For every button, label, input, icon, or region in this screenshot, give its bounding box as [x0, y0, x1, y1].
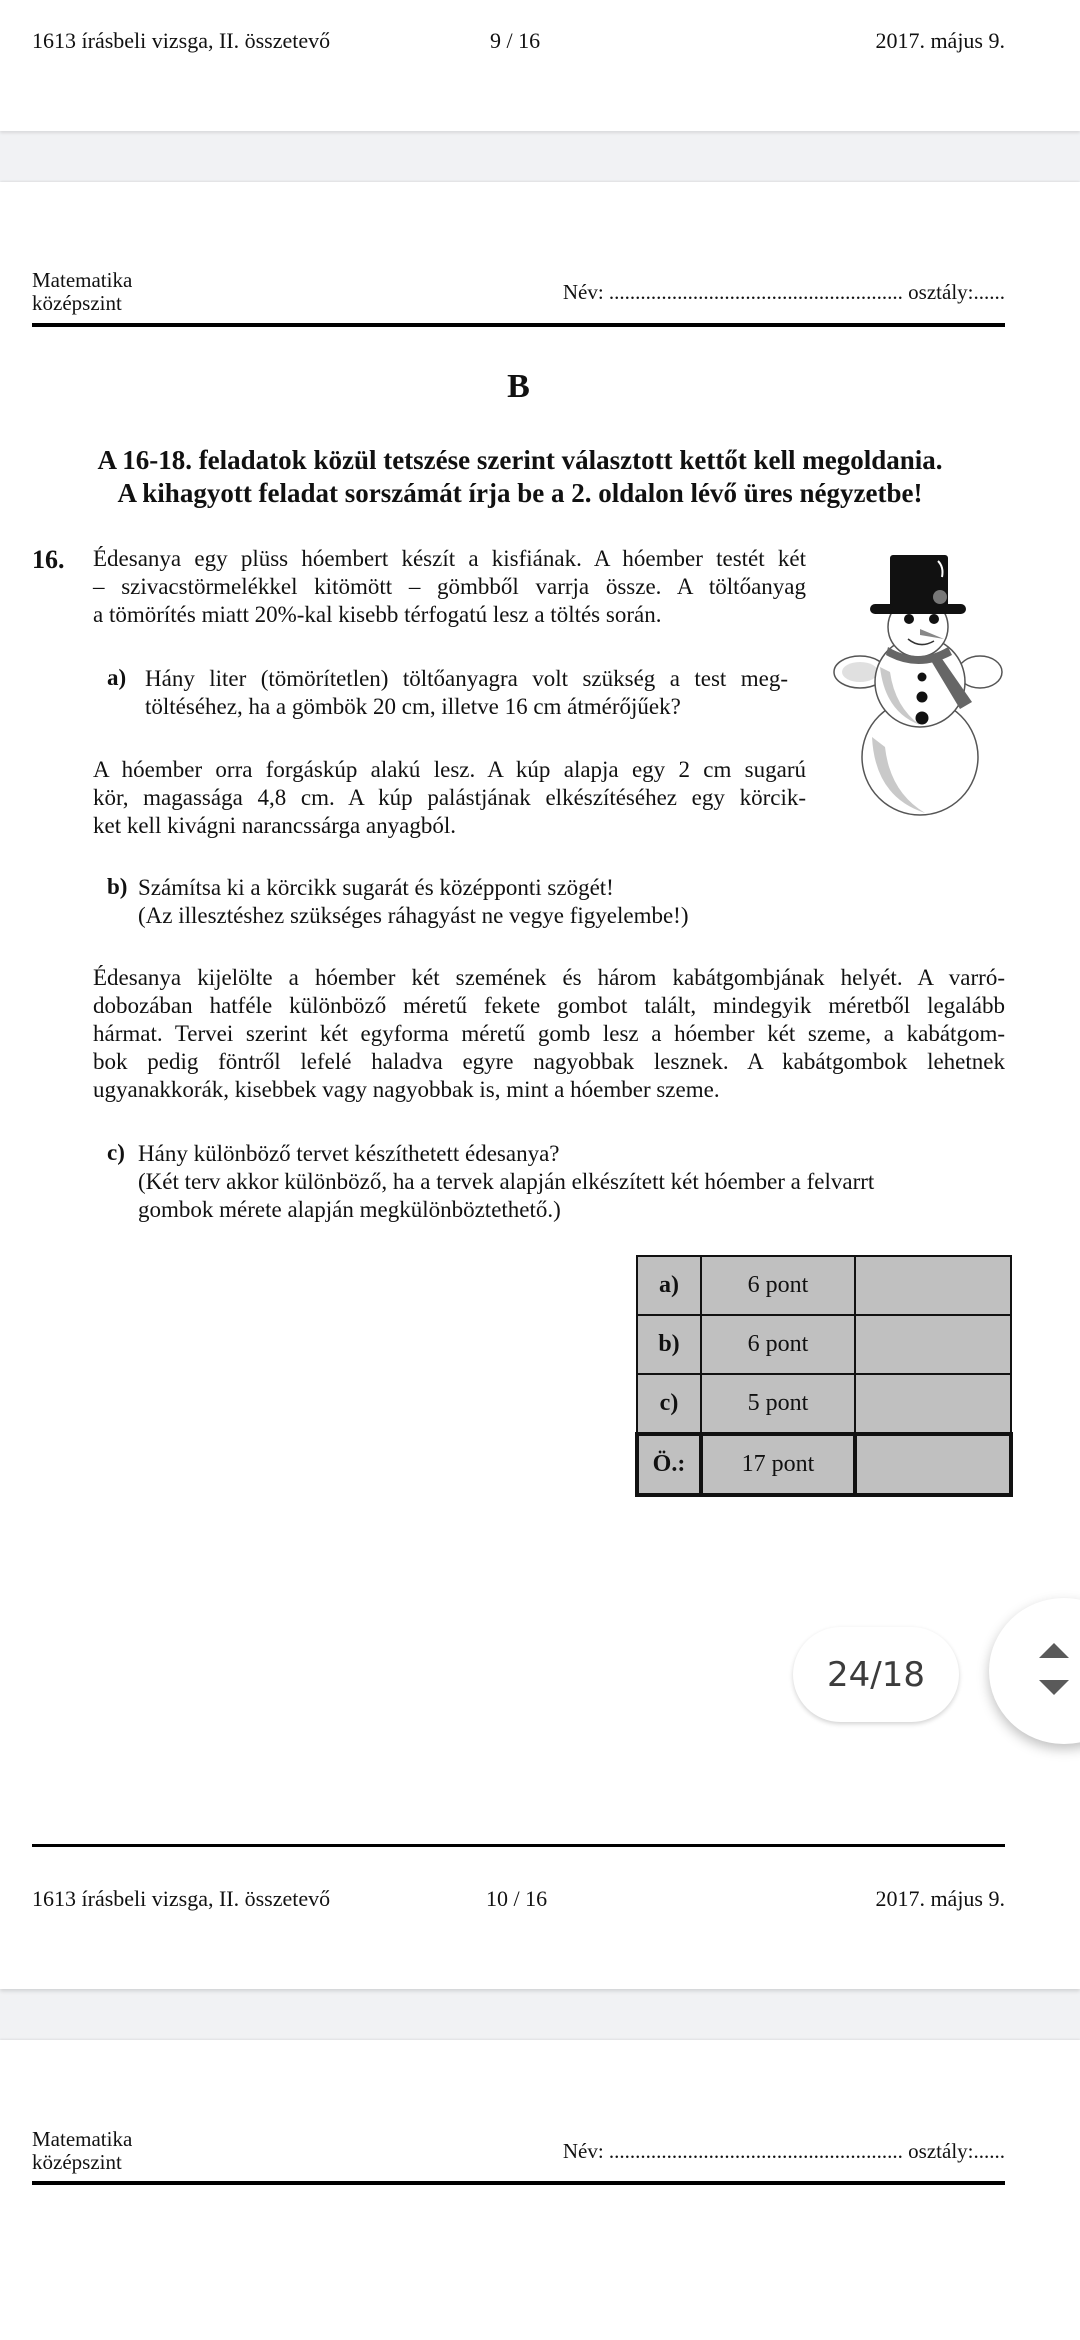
footer-divider: [32, 1844, 1005, 1847]
text-line: hármat. Tervei szerint két egyforma méretű gomb lesz a hóember két szeme, a kabátgom-: [93, 1021, 1005, 1046]
table-row: [637, 1374, 1011, 1434]
part-cell: a): [637, 1256, 701, 1315]
text-line: ket kell kivágni narancssárga anyagból.: [93, 813, 456, 838]
text-line: Hány liter (tömörítetlen) töltőanyagra volt szükség a test meg-: [145, 666, 788, 691]
page-header-subject: [32, 269, 132, 315]
text-line: a tömörítés miatt 20%-kal kisebb térfogatú lesz a töltés során.: [93, 602, 662, 627]
name-class-field: Név: ........................................................ osztály:......: [562, 280, 1005, 304]
text-line: (Az illesztéshez szükséges ráhagyást ne vegye figyelembe!): [138, 903, 689, 928]
part-b-label: b): [107, 874, 128, 899]
text-line: ugyanakkorák, kisebbek vagy nagyobbak is, mint a hóember szeme.: [93, 1077, 720, 1102]
text-line: bok pedig föntről lefelé haladva egyre nagyobbak lesznek. A kabátgombok lehetnek: [93, 1049, 1005, 1074]
earned-cell: [855, 1374, 1011, 1434]
subject-label: Matematika: [32, 268, 133, 292]
points-cell: 5 pont: [701, 1374, 855, 1434]
page-header-subject: [32, 2128, 132, 2174]
table-row-total: [637, 1434, 1011, 1495]
part-a-question: [145, 665, 788, 721]
level-label: középszint: [32, 2150, 122, 2174]
text-line: – szivacstörmelékkel kitömött – gömbből varrja össze. A töltőanyag: [93, 574, 806, 599]
total-points-cell: 17 pont: [701, 1434, 855, 1495]
footer-page-number: 9 / 16: [490, 28, 541, 53]
text-line: Édesanya egy plüss hóembert készít a kisfiának. A hóember testét két: [93, 546, 806, 571]
section-instruction: [20, 444, 1020, 510]
earned-cell: [855, 1256, 1011, 1315]
text-line: dobozában hatféle különböző méretű fekete gombot talált, mindegyik méretből legalább: [93, 993, 1005, 1018]
text-line: (Két terv akkor különböző, ha a tervek alapján elkészített két hóember a felvarrt: [138, 1169, 875, 1194]
instruction-line: A 16-18. feladatok közül tetszése szerint választott kettőt kell megoldania.: [97, 445, 943, 475]
footer-date: 2017. május 9.: [875, 28, 1005, 53]
score-table: [635, 1255, 1013, 1497]
buttons-paragraph: [93, 964, 1005, 1104]
points-cell: 6 pont: [701, 1256, 855, 1315]
total-label-cell: Ö.:: [637, 1434, 701, 1495]
text-line: Édesanya kijelölte a hóember két szemének és három kabátgombjának helyét. A varró-: [93, 965, 1005, 990]
header-divider: [32, 2181, 1005, 2185]
table-row: [637, 1315, 1011, 1374]
part-c-label: c): [107, 1140, 125, 1165]
scroll-up-arrow-icon: [1039, 1643, 1069, 1658]
footer-exam-title: 1613 írásbeli vizsga, II. összetevő: [32, 1886, 331, 1911]
snowman-illustration: [830, 547, 1010, 822]
footer-page-number: 10 / 16: [486, 1886, 548, 1911]
text-line: töltéséhez, ha a gömbök 20 cm, illetve 16 cm átmérőjűek?: [145, 694, 681, 719]
header-divider: [32, 323, 1005, 327]
points-cell: 6 pont: [701, 1315, 855, 1374]
page-indicator: 24/18: [793, 1627, 959, 1722]
text-line: kör, magassága 4,8 cm. A kúp palástjának elkészítéséhez egy körcik-: [93, 785, 806, 810]
section-letter: B: [507, 368, 530, 405]
earned-cell: [855, 1315, 1011, 1374]
part-b-question: [138, 874, 838, 930]
problem-number: 16.: [32, 545, 65, 574]
part-a-label: a): [107, 665, 127, 690]
subject-label: Matematika: [32, 2127, 133, 2151]
table-row: [637, 1256, 1011, 1315]
total-earned-cell: [855, 1434, 1011, 1495]
level-label: középszint: [32, 291, 122, 315]
pdf-page-11: [0, 2040, 1080, 2340]
instruction-line: A kihagyott feladat sorszámát írja be a 2. oldalon lévő üres négyzetbe!: [117, 478, 923, 508]
text-line: A hóember orra forgáskúp alakú lesz. A kúp alapja egy 2 cm sugarú: [93, 757, 806, 782]
text-line: gombok mérete alapján megkülönböztethető.): [138, 1197, 561, 1222]
text-line: Számítsa ki a körcikk sugarát és középponti szögét!: [138, 875, 614, 900]
pdf-page-9: [0, 0, 1080, 131]
scroll-down-arrow-icon: [1039, 1680, 1069, 1695]
footer-date: 2017. május 9.: [875, 1886, 1005, 1911]
name-class-field: Név: ........................................................ osztály:......: [562, 2139, 1005, 2163]
text-line: Hány különböző tervet készíthetett édesanya?: [138, 1141, 560, 1166]
part-cell: b): [637, 1315, 701, 1374]
nose-paragraph: [93, 756, 806, 840]
part-cell: c): [637, 1374, 701, 1434]
problem-intro: [93, 545, 806, 629]
footer-exam-title: 1613 írásbeli vizsga, II. összetevő: [32, 28, 331, 53]
part-c-question: [138, 1140, 998, 1224]
